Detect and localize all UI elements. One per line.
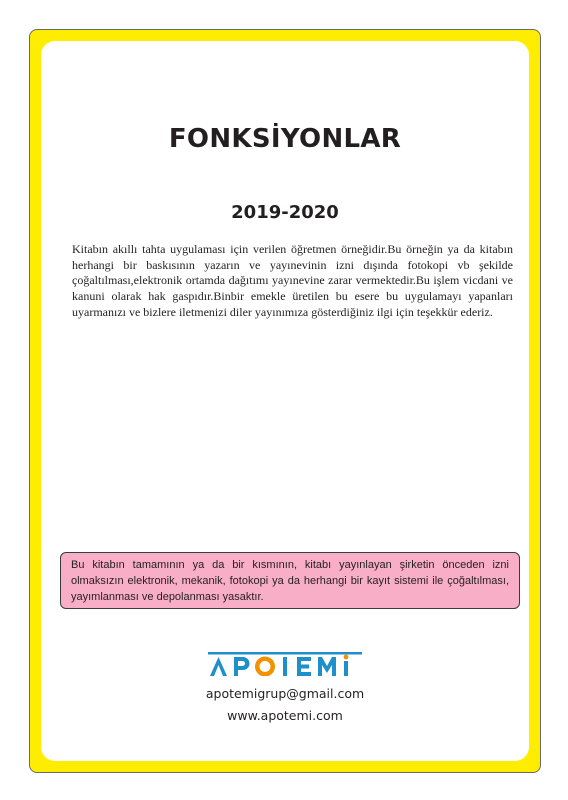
academic-year: 2019-2020 [231,202,339,223]
usage-paragraph: Kitabın akıllı tahta uygulaması için verilen öğretmen örneğidir.Bu örneğin ya da kitabın herhangi bir baskısının yazarın ve yayınevinin izni dışında fotokopi vb şekilde çoğaltılması,elektronik ortamda dağıtımı yayınevine zarar vermektedir.Bu işlem vicdani ve kanuni olarak hak gaspıdır.Binbir emekle üretilen bu esere bu uygulamayı yapanları uyarmanızı ve bizlere iletmenizi diler yayınımıza gösterdiğiniz ilgi için teşekkür ederiz. [72,242,513,319]
content-area [41,41,529,761]
publisher-logo [41,652,529,681]
document-title: FONKSİYONLAR [168,124,402,154]
contact-website: www.apotemi.com [227,708,343,723]
contact-email: apotemigrup@gmail.com [205,686,365,701]
apotemi-logo-icon [208,652,362,676]
copyright-notice-box [60,552,520,609]
yellow-frame [29,29,541,773]
copyright-notice-text: Bu kitabın tamamının ya da bir kısmının, kitabı yayınlayan şirketin önceden izni olmaksızın elektronik, mekanik, fotokopi ya da herhangi bir kayıt sistemi ile çoğaltılması, yayımlanması ve depolanması yasaktır. [71,559,509,603]
